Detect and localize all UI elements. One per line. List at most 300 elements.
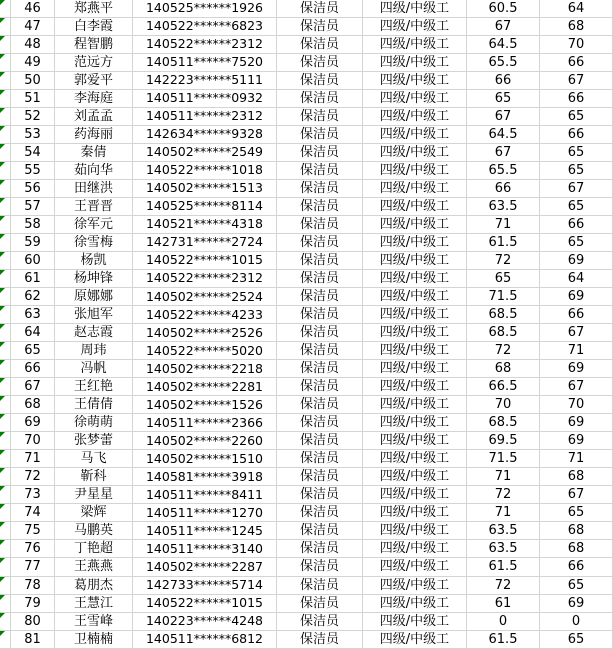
cell-skill-level[interactable]: 四级/中级工 [363,378,467,396]
cell-id-masked[interactable]: 140502******2524 [133,288,277,306]
cell-skill-level[interactable]: 四级/中级工 [363,432,467,450]
cell-error-marker[interactable] [0,180,11,198]
cell-row-number[interactable]: 51 [11,90,55,108]
cell-row-number[interactable]: 49 [11,54,55,72]
cell-job-title[interactable]: 保洁员 [277,18,363,36]
error-indicator-icon [0,360,5,365]
cell-name[interactable]: 马飞 [55,450,133,468]
cell-row-number[interactable]: 62 [11,288,55,306]
cell-id-masked[interactable]: 140522******5020 [133,342,277,360]
cell-score-2[interactable]: 65 [540,198,613,216]
cell-name[interactable]: 原娜娜 [55,288,133,306]
cell-score-2[interactable]: 67 [540,486,613,504]
cell-skill-level[interactable]: 四级/中级工 [363,613,467,631]
cell-id-masked[interactable]: 142634******9328 [133,126,277,144]
cell-id-masked[interactable]: 140502******1526 [133,396,277,414]
cell-name[interactable]: 王红艳 [55,378,133,396]
cell-error-marker[interactable] [0,595,11,613]
cell-id-masked[interactable]: 140522******1018 [133,162,277,180]
cell-score-2[interactable]: 68 [540,522,613,540]
cell-name[interactable]: 徐萌萌 [55,414,133,432]
cell-name[interactable]: 张旭军 [55,306,133,324]
cell-job-title[interactable]: 保洁员 [277,432,363,450]
cell-error-marker[interactable] [0,162,11,180]
cell-row-number[interactable]: 81 [11,631,55,649]
cell-job-title[interactable]: 保洁员 [277,360,363,378]
cell-job-title[interactable]: 保洁员 [277,252,363,270]
cell-error-marker[interactable] [0,540,11,558]
cell-job-title[interactable]: 保洁员 [277,126,363,144]
cell-job-title[interactable]: 保洁员 [277,270,363,288]
cell-score-2[interactable]: 71 [540,450,613,468]
cell-score-1[interactable]: 65 [467,90,540,108]
cell-row-number[interactable]: 69 [11,414,55,432]
cell-row-number[interactable]: 70 [11,432,55,450]
cell-skill-level[interactable]: 四级/中级工 [363,540,467,558]
cell-id-masked[interactable]: 142731******2724 [133,234,277,252]
cell-score-2[interactable]: 64 [540,270,613,288]
cell-name[interactable]: 范远方 [55,54,133,72]
cell-score-2[interactable]: 66 [540,558,613,576]
cell-job-title[interactable]: 保洁员 [277,558,363,576]
cell-error-marker[interactable] [0,18,11,36]
cell-score-2[interactable]: 66 [540,126,613,144]
cell-row-number[interactable]: 57 [11,198,55,216]
cell-score-2[interactable]: 64 [540,0,613,18]
cell-score-1[interactable]: 69.5 [467,432,540,450]
cell-score-1[interactable]: 66 [467,72,540,90]
cell-job-title[interactable]: 保洁员 [277,288,363,306]
cell-score-2[interactable]: 65 [540,162,613,180]
cell-score-1[interactable]: 64.5 [467,36,540,54]
cell-id-masked[interactable]: 142733******5714 [133,577,277,595]
cell-skill-level[interactable]: 四级/中级工 [363,414,467,432]
cell-job-title[interactable]: 保洁员 [277,306,363,324]
cell-name[interactable]: 程智鹏 [55,36,133,54]
cell-name[interactable]: 梁辉 [55,504,133,522]
cell-job-title[interactable]: 保洁员 [277,468,363,486]
error-indicator-icon [0,180,5,185]
cell-score-1[interactable]: 68.5 [467,306,540,324]
cell-error-marker[interactable] [0,306,11,324]
cell-error-marker[interactable] [0,90,11,108]
cell-job-title[interactable]: 保洁员 [277,450,363,468]
cell-skill-level[interactable]: 四级/中级工 [363,360,467,378]
cell-skill-level[interactable]: 四级/中级工 [363,288,467,306]
cell-error-marker[interactable] [0,486,11,504]
cell-error-marker[interactable] [0,144,11,162]
cell-name[interactable]: 杨坤锋 [55,270,133,288]
cell-name[interactable]: 王倩倩 [55,396,133,414]
cell-score-2[interactable]: 69 [540,414,613,432]
cell-error-marker[interactable] [0,216,11,234]
cell-job-title[interactable]: 保洁员 [277,216,363,234]
cell-score-2[interactable]: 67 [540,180,613,198]
cell-score-2[interactable]: 68 [540,18,613,36]
cell-name[interactable]: 赵志霞 [55,324,133,342]
cell-name[interactable]: 徐雪梅 [55,234,133,252]
cell-score-2[interactable]: 67 [540,72,613,90]
error-indicator-icon [0,90,5,95]
cell-row-number[interactable]: 65 [11,342,55,360]
error-indicator-icon [0,522,5,527]
cell-score-1[interactable]: 64.5 [467,126,540,144]
cell-error-marker[interactable] [0,198,11,216]
cell-id-masked[interactable]: 140511******1270 [133,504,277,522]
cell-skill-level[interactable]: 四级/中级工 [363,595,467,613]
cell-name[interactable]: 白李霞 [55,18,133,36]
cell-id-masked[interactable]: 140525******1926 [133,0,277,18]
cell-job-title[interactable]: 保洁员 [277,577,363,595]
cell-score-2[interactable]: 65 [540,577,613,595]
cell-skill-level[interactable]: 四级/中级工 [363,522,467,540]
cell-score-2[interactable]: 70 [540,396,613,414]
cell-score-1[interactable]: 72 [467,342,540,360]
cell-name[interactable]: 茹向华 [55,162,133,180]
cell-skill-level[interactable]: 四级/中级工 [363,631,467,649]
cell-skill-level[interactable]: 四级/中级工 [363,396,467,414]
cell-name[interactable]: 张梦蕾 [55,432,133,450]
cell-score-1[interactable]: 71.5 [467,450,540,468]
cell-error-marker[interactable] [0,414,11,432]
cell-error-marker[interactable] [0,324,11,342]
cell-error-marker[interactable] [0,558,11,576]
cell-score-2[interactable]: 70 [540,36,613,54]
cell-job-title[interactable]: 保洁员 [277,613,363,631]
cell-id-masked[interactable]: 140511******2366 [133,414,277,432]
cell-score-2[interactable]: 69 [540,595,613,613]
cell-score-1[interactable]: 61.5 [467,558,540,576]
cell-name[interactable]: 周玮 [55,342,133,360]
cell-job-title[interactable]: 保洁员 [277,198,363,216]
cell-name[interactable]: 田继洪 [55,180,133,198]
cell-score-1[interactable]: 72 [467,577,540,595]
cell-skill-level[interactable]: 四级/中级工 [363,324,467,342]
cell-name[interactable]: 郭爱平 [55,72,133,90]
cell-score-2[interactable]: 68 [540,540,613,558]
cell-job-title[interactable]: 保洁员 [277,522,363,540]
cell-error-marker[interactable] [0,360,11,378]
cell-row-number[interactable]: 53 [11,126,55,144]
cell-error-marker[interactable] [0,504,11,522]
cell-job-title[interactable]: 保洁员 [277,631,363,649]
cell-job-title[interactable]: 保洁员 [277,486,363,504]
cell-name[interactable]: 王燕燕 [55,558,133,576]
cell-error-marker[interactable] [0,0,11,18]
cell-id-masked[interactable]: 140223******4248 [133,613,277,631]
cell-id-masked[interactable]: 140511******2312 [133,108,277,126]
cell-id-masked[interactable]: 140502******2549 [133,144,277,162]
cell-id-masked[interactable]: 140522******6823 [133,18,277,36]
cell-score-1[interactable]: 61.5 [467,631,540,649]
cell-error-marker[interactable] [0,36,11,54]
cell-id-masked[interactable]: 140522******4233 [133,306,277,324]
cell-name[interactable]: 杨凯 [55,252,133,270]
error-indicator-icon [0,234,5,239]
cell-error-marker[interactable] [0,108,11,126]
cell-job-title[interactable]: 保洁员 [277,396,363,414]
cell-score-2[interactable]: 0 [540,613,613,631]
cell-score-1[interactable]: 61 [467,595,540,613]
cell-job-title[interactable]: 保洁员 [277,414,363,432]
cell-skill-level[interactable]: 四级/中级工 [363,72,467,90]
cell-score-1[interactable]: 61.5 [467,234,540,252]
cell-error-marker[interactable] [0,270,11,288]
cell-score-1[interactable]: 71 [467,216,540,234]
cell-skill-level[interactable]: 四级/中级工 [363,450,467,468]
cell-row-number[interactable]: 48 [11,36,55,54]
cell-error-marker[interactable] [0,288,11,306]
cell-score-1[interactable]: 67 [467,18,540,36]
cell-score-1[interactable]: 66.5 [467,378,540,396]
cell-score-2[interactable]: 67 [540,378,613,396]
cell-score-2[interactable]: 65 [540,504,613,522]
cell-score-2[interactable]: 66 [540,90,613,108]
cell-id-masked[interactable]: 140502******2287 [133,558,277,576]
cell-score-2[interactable]: 68 [540,468,613,486]
cell-name[interactable]: 尹星星 [55,486,133,504]
cell-id-masked[interactable]: 142223******5111 [133,72,277,90]
cell-id-masked[interactable]: 140502******2526 [133,324,277,342]
cell-job-title[interactable]: 保洁员 [277,595,363,613]
cell-score-1[interactable]: 71 [467,504,540,522]
cell-row-number[interactable]: 77 [11,558,55,576]
cell-skill-level[interactable]: 四级/中级工 [363,108,467,126]
cell-job-title[interactable]: 保洁员 [277,162,363,180]
cell-job-title[interactable]: 保洁员 [277,0,363,18]
cell-id-masked[interactable]: 140522******1015 [133,595,277,613]
cell-job-title[interactable]: 保洁员 [277,342,363,360]
cell-id-masked[interactable]: 140521******4318 [133,216,277,234]
cell-skill-level[interactable]: 四级/中级工 [363,577,467,595]
cell-error-marker[interactable] [0,631,11,649]
cell-id-masked[interactable]: 140522******1015 [133,252,277,270]
cell-skill-level[interactable]: 四级/中级工 [363,198,467,216]
cell-error-marker[interactable] [0,450,11,468]
cell-name[interactable]: 徐军元 [55,216,133,234]
cell-skill-level[interactable]: 四级/中级工 [363,144,467,162]
cell-name[interactable]: 秦倩 [55,144,133,162]
cell-row-number[interactable]: 71 [11,450,55,468]
cell-row-number[interactable]: 46 [11,0,55,18]
cell-score-1[interactable]: 68.5 [467,324,540,342]
cell-row-number[interactable]: 60 [11,252,55,270]
cell-id-masked[interactable]: 140511******6812 [133,631,277,649]
cell-score-1[interactable]: 67 [467,108,540,126]
cell-score-2[interactable]: 65 [540,234,613,252]
cell-id-masked[interactable]: 140581******3918 [133,468,277,486]
cell-score-2[interactable]: 66 [540,306,613,324]
cell-row-number[interactable]: 73 [11,486,55,504]
cell-score-1[interactable]: 65 [467,270,540,288]
cell-score-1[interactable]: 71 [467,468,540,486]
cell-score-1[interactable]: 65.5 [467,54,540,72]
cell-row-number[interactable]: 80 [11,613,55,631]
cell-id-masked[interactable]: 140502******2260 [133,432,277,450]
cell-error-marker[interactable] [0,432,11,450]
cell-row-number[interactable]: 68 [11,396,55,414]
error-indicator-icon [0,486,5,491]
cell-skill-level[interactable]: 四级/中级工 [363,162,467,180]
cell-job-title[interactable]: 保洁员 [277,180,363,198]
cell-id-masked[interactable]: 140502******1510 [133,450,277,468]
cell-name[interactable]: 王晋晋 [55,198,133,216]
cell-score-1[interactable]: 66 [467,180,540,198]
cell-error-marker[interactable] [0,72,11,90]
cell-score-2[interactable]: 69 [540,288,613,306]
cell-error-marker[interactable] [0,126,11,144]
cell-skill-level[interactable]: 四级/中级工 [363,306,467,324]
cell-score-1[interactable]: 63.5 [467,540,540,558]
cell-job-title[interactable]: 保洁员 [277,90,363,108]
cell-row-number[interactable]: 72 [11,468,55,486]
cell-skill-level[interactable]: 四级/中级工 [363,18,467,36]
cell-name[interactable]: 药海丽 [55,126,133,144]
cell-name[interactable]: 卫楠楠 [55,631,133,649]
cell-job-title[interactable]: 保洁员 [277,54,363,72]
cell-score-1[interactable]: 63.5 [467,198,540,216]
cell-error-marker[interactable] [0,613,11,631]
cell-skill-level[interactable]: 四级/中级工 [363,234,467,252]
cell-id-masked[interactable]: 140511******7520 [133,54,277,72]
cell-skill-level[interactable]: 四级/中级工 [363,0,467,18]
cell-error-marker[interactable] [0,577,11,595]
cell-row-number[interactable]: 55 [11,162,55,180]
cell-skill-level[interactable]: 四级/中级工 [363,558,467,576]
cell-score-2[interactable]: 69 [540,252,613,270]
cell-row-number[interactable]: 47 [11,18,55,36]
cell-skill-level[interactable]: 四级/中级工 [363,180,467,198]
cell-row-number[interactable]: 52 [11,108,55,126]
cell-job-title[interactable]: 保洁员 [277,144,363,162]
cell-row-number[interactable]: 75 [11,522,55,540]
cell-skill-level[interactable]: 四级/中级工 [363,252,467,270]
cell-skill-level[interactable]: 四级/中级工 [363,270,467,288]
cell-score-1[interactable]: 0 [467,613,540,631]
cell-score-2[interactable]: 71 [540,342,613,360]
cell-id-masked[interactable]: 140502******2281 [133,378,277,396]
cell-job-title[interactable]: 保洁员 [277,540,363,558]
cell-job-title[interactable]: 保洁员 [277,108,363,126]
cell-score-1[interactable]: 72 [467,486,540,504]
cell-error-marker[interactable] [0,396,11,414]
cell-error-marker[interactable] [0,234,11,252]
cell-row-number[interactable]: 50 [11,72,55,90]
cell-error-marker[interactable] [0,468,11,486]
error-indicator-icon [0,577,5,582]
cell-score-2[interactable]: 65 [540,108,613,126]
cell-row-number[interactable]: 54 [11,144,55,162]
cell-skill-level[interactable]: 四级/中级工 [363,342,467,360]
error-indicator-icon [0,270,5,275]
cell-score-1[interactable]: 65.5 [467,162,540,180]
error-indicator-icon [0,378,5,383]
cell-row-number[interactable]: 76 [11,540,55,558]
cell-name[interactable]: 李海庭 [55,90,133,108]
cell-job-title[interactable]: 保洁员 [277,378,363,396]
cell-score-1[interactable]: 72 [467,252,540,270]
cell-job-title[interactable]: 保洁员 [277,504,363,522]
cell-error-marker[interactable] [0,378,11,396]
error-indicator-icon [0,504,5,509]
cell-score-2[interactable]: 67 [540,324,613,342]
cell-id-masked[interactable]: 140502******2218 [133,360,277,378]
cell-row-number[interactable]: 74 [11,504,55,522]
cell-job-title[interactable]: 保洁员 [277,72,363,90]
cell-skill-level[interactable]: 四级/中级工 [363,468,467,486]
cell-id-masked[interactable]: 140511******0932 [133,90,277,108]
cell-name[interactable]: 马鹏英 [55,522,133,540]
cell-row-number[interactable]: 63 [11,306,55,324]
cell-name[interactable]: 王慧江 [55,595,133,613]
cell-row-number[interactable]: 56 [11,180,55,198]
cell-name[interactable]: 王雪峰 [55,613,133,631]
cell-name[interactable]: 靳科 [55,468,133,486]
cell-id-masked[interactable]: 140511******3140 [133,540,277,558]
cell-skill-level[interactable]: 四级/中级工 [363,486,467,504]
cell-job-title[interactable]: 保洁员 [277,234,363,252]
cell-row-number[interactable]: 79 [11,595,55,613]
error-indicator-icon [0,631,5,636]
error-indicator-icon [0,558,5,563]
cell-error-marker[interactable] [0,342,11,360]
cell-skill-level[interactable]: 四级/中级工 [363,216,467,234]
cell-score-1[interactable]: 68.5 [467,414,540,432]
cell-score-2[interactable]: 66 [540,216,613,234]
cell-id-masked[interactable]: 140502******1513 [133,180,277,198]
cell-score-1[interactable]: 68 [467,360,540,378]
cell-job-title[interactable]: 保洁员 [277,36,363,54]
cell-error-marker[interactable] [0,522,11,540]
cell-name[interactable]: 刘孟孟 [55,108,133,126]
cell-score-2[interactable]: 65 [540,144,613,162]
cell-row-number[interactable]: 58 [11,216,55,234]
cell-skill-level[interactable]: 四级/中级工 [363,54,467,72]
cell-skill-level[interactable]: 四级/中级工 [363,90,467,108]
cell-skill-level[interactable]: 四级/中级工 [363,504,467,522]
cell-job-title[interactable]: 保洁员 [277,324,363,342]
cell-name[interactable]: 冯帆 [55,360,133,378]
cell-score-1[interactable]: 71.5 [467,288,540,306]
cell-row-number[interactable]: 59 [11,234,55,252]
cell-skill-level[interactable]: 四级/中级工 [363,126,467,144]
cell-error-marker[interactable] [0,252,11,270]
cell-name[interactable]: 丁艳超 [55,540,133,558]
cell-score-2[interactable]: 65 [540,631,613,649]
cell-score-1[interactable]: 67 [467,144,540,162]
cell-score-1[interactable]: 63.5 [467,522,540,540]
cell-id-masked[interactable]: 140511******1245 [133,522,277,540]
cell-score-2[interactable]: 66 [540,54,613,72]
cell-skill-level[interactable]: 四级/中级工 [363,36,467,54]
cell-name[interactable]: 葛朋杰 [55,577,133,595]
cell-name[interactable]: 郑燕平 [55,0,133,18]
cell-score-2[interactable]: 69 [540,360,613,378]
cell-id-masked[interactable]: 140522******2312 [133,36,277,54]
cell-row-number[interactable]: 66 [11,360,55,378]
cell-error-marker[interactable] [0,54,11,72]
cell-score-2[interactable]: 69 [540,432,613,450]
cell-row-number[interactable]: 78 [11,577,55,595]
cell-score-1[interactable]: 60.5 [467,0,540,18]
cell-id-masked[interactable]: 140525******8114 [133,198,277,216]
cell-score-1[interactable]: 70 [467,396,540,414]
cell-id-masked[interactable]: 140522******2312 [133,270,277,288]
cell-row-number[interactable]: 67 [11,378,55,396]
cell-row-number[interactable]: 64 [11,324,55,342]
cell-id-masked[interactable]: 140511******8411 [133,486,277,504]
cell-row-number[interactable]: 61 [11,270,55,288]
